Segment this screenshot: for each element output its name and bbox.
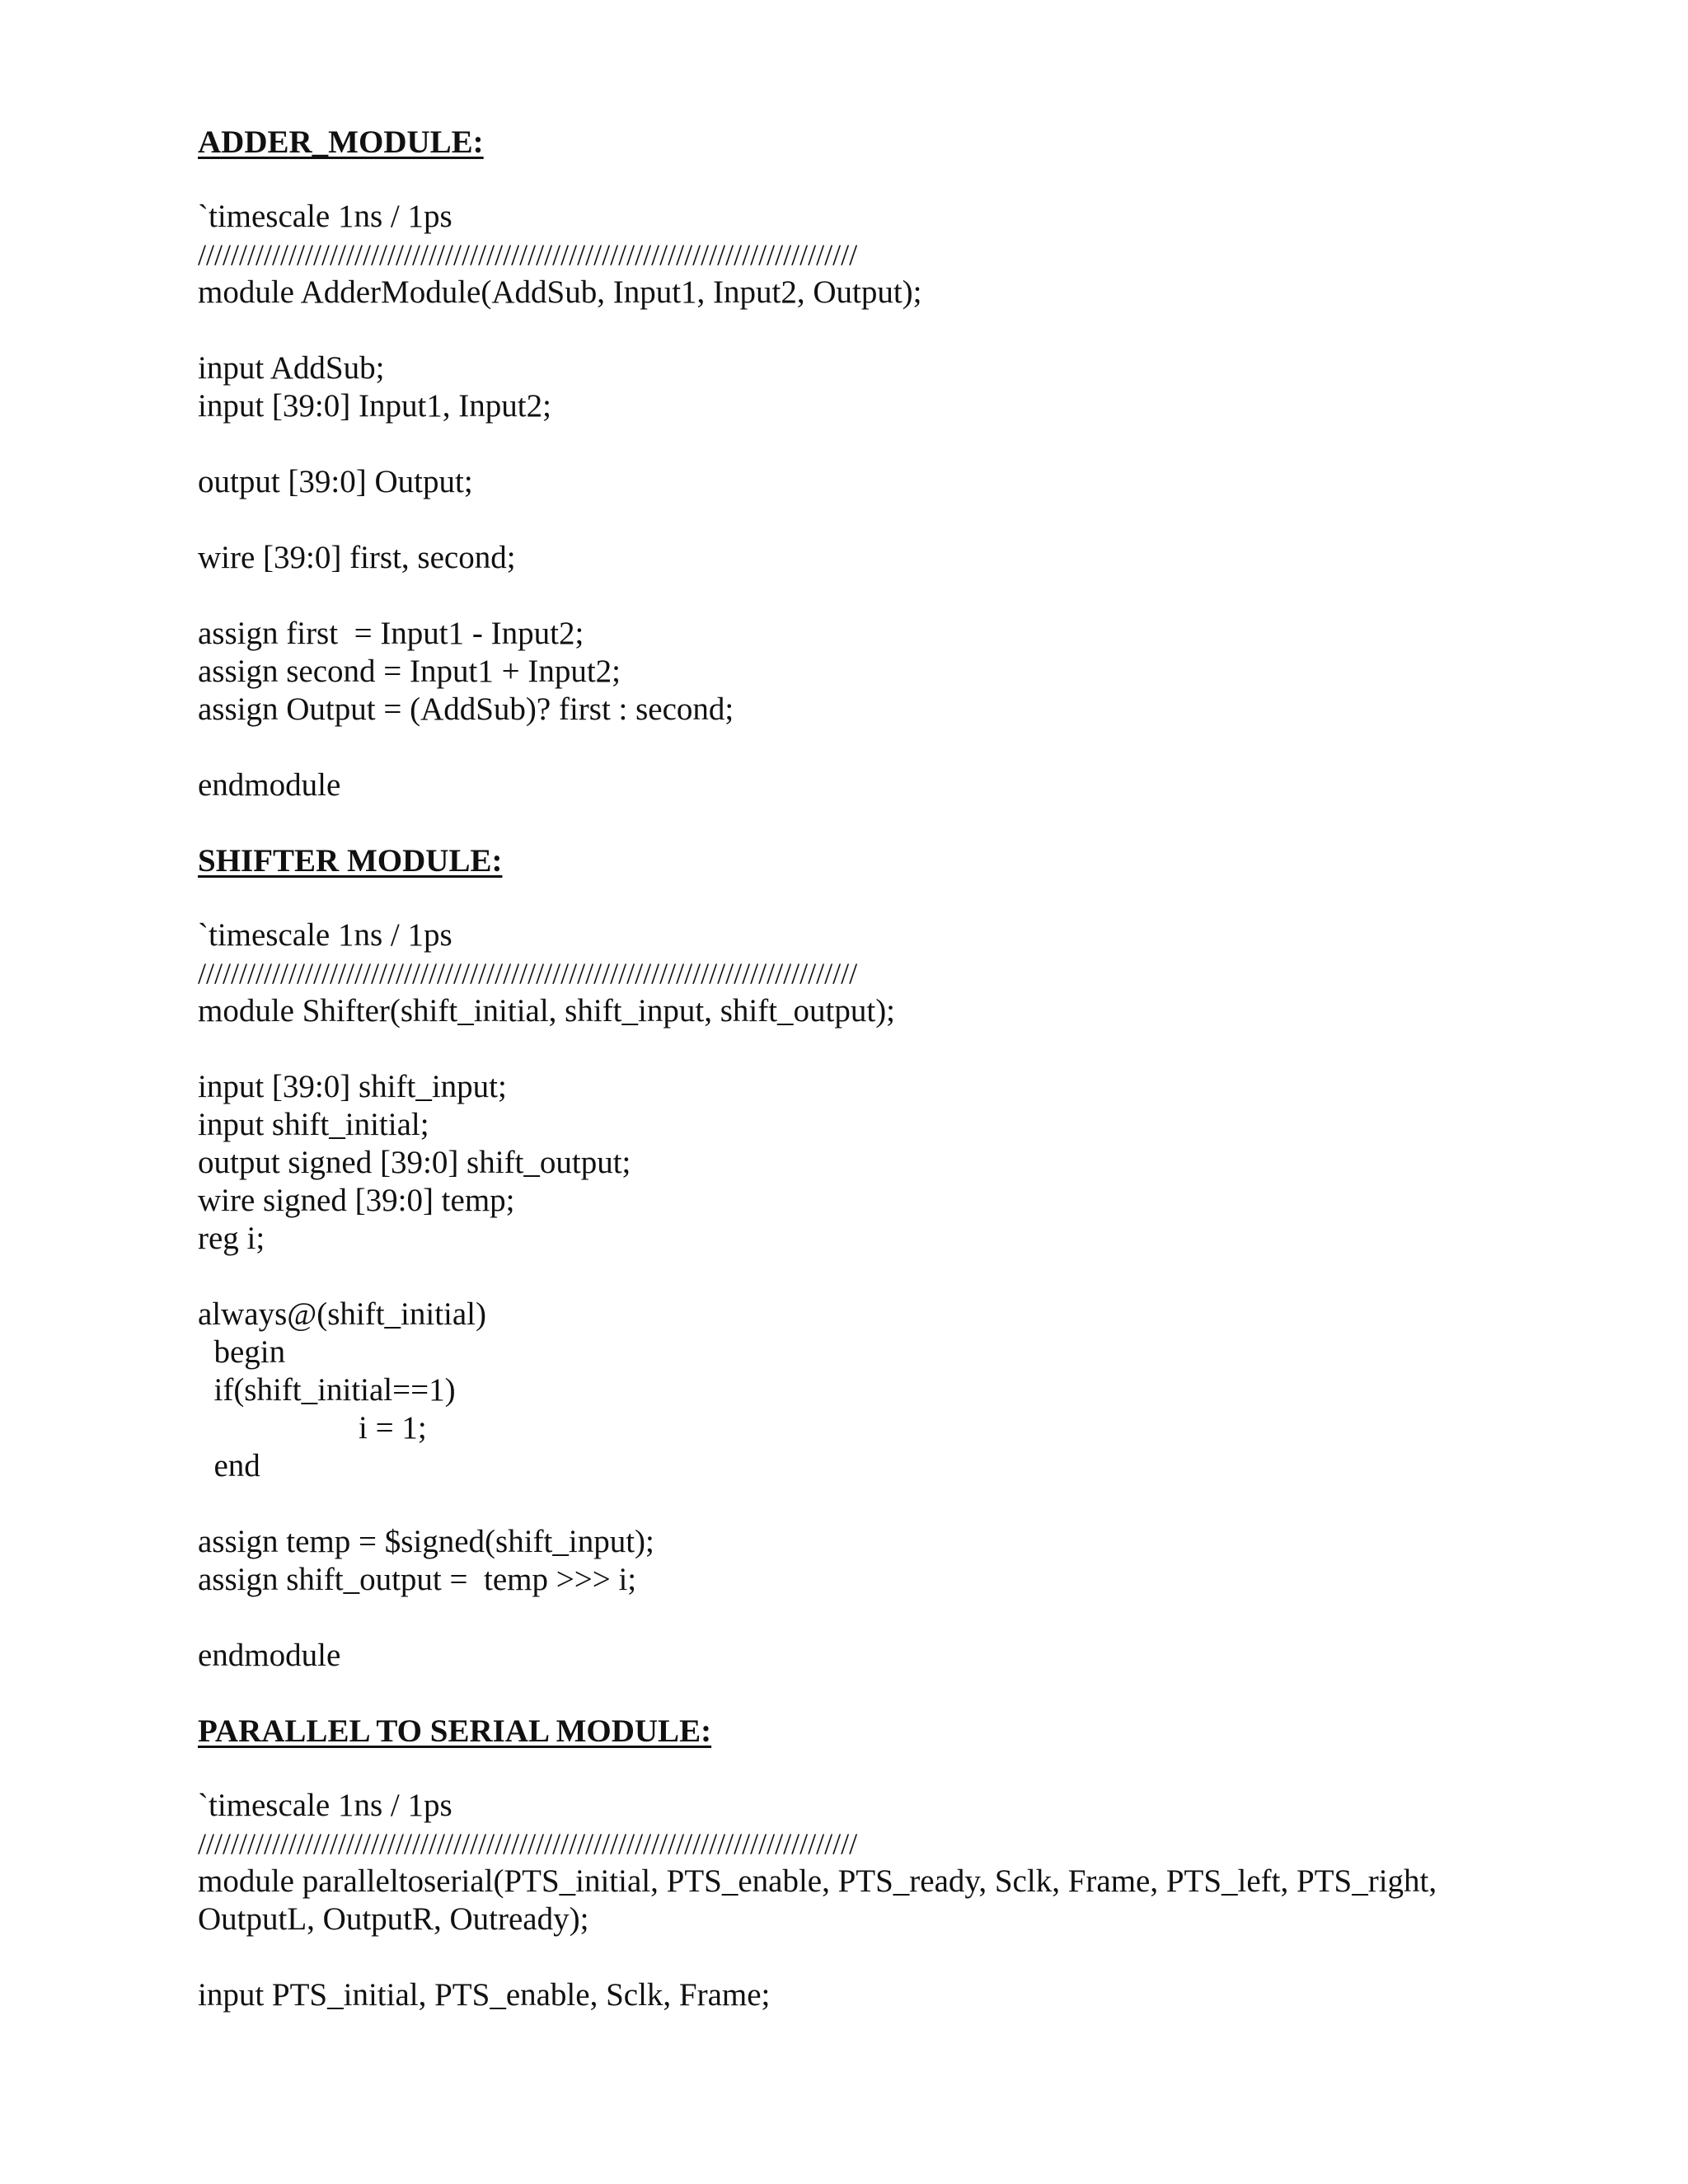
code-line: input AddSub; xyxy=(198,350,385,386)
module-declaration: module paralleltoserial(PTS_initial, PTS_enable, PTS_ready, Sclk, Frame, PTS_left, PTS_right, xyxy=(198,1863,1437,1899)
code-line: wire [39:0] first, second; xyxy=(198,540,516,575)
code-line: assign second = Input1 + Input2; xyxy=(198,654,621,689)
comment-rule: //////////////////////////////////////////////////////////////////////////////// xyxy=(198,1827,858,1860)
code-line: assign first = Input1 - Input2; xyxy=(198,616,584,651)
code-line: if(shift_initial==1) xyxy=(198,1372,456,1408)
code-line: reg i; xyxy=(198,1221,265,1256)
comment-rule: //////////////////////////////////////////////////////////////////////////////// xyxy=(198,957,858,990)
code-line: input PTS_initial, PTS_enable, Sclk, Frame; xyxy=(198,1977,771,2013)
code-line: endmodule xyxy=(198,1638,341,1673)
code-line: input [39:0] shift_input; xyxy=(198,1069,507,1104)
code-line: i = 1; xyxy=(198,1410,427,1446)
code-line: end xyxy=(198,1448,260,1483)
code-line: output [39:0] Output; xyxy=(198,464,473,499)
comment-rule: //////////////////////////////////////////////////////////////////////////////// xyxy=(198,238,858,271)
module-declaration: module Shifter(shift_initial, shift_input, shift_output); xyxy=(198,993,896,1029)
code-line: endmodule xyxy=(198,767,341,803)
section-heading-parallel-to-serial: PARALLEL TO SERIAL MODULE: xyxy=(198,1713,712,1749)
module-declaration-continued: OutputL, OutputR, Outready); xyxy=(198,1901,589,1937)
code-line: always@(shift_initial) xyxy=(198,1296,487,1332)
code-line: assign Output = (AddSub)? first : second; xyxy=(198,691,734,727)
code-line: wire signed [39:0] temp; xyxy=(198,1183,515,1218)
code-line: input shift_initial; xyxy=(198,1107,429,1142)
code-line: output signed [39:0] shift_output; xyxy=(198,1145,631,1180)
timescale-directive: `timescale 1ns / 1ps xyxy=(198,199,452,234)
code-line: input [39:0] Input1, Input2; xyxy=(198,388,551,424)
section-heading-shifter: SHIFTER MODULE: xyxy=(198,843,503,879)
module-declaration: module AdderModule(AddSub, Input1, Input2, Output); xyxy=(198,274,922,310)
section-heading-adder: ADDER_MODULE: xyxy=(198,124,484,160)
timescale-directive: `timescale 1ns / 1ps xyxy=(198,1788,452,1823)
code-line: begin xyxy=(198,1334,286,1370)
timescale-directive: `timescale 1ns / 1ps xyxy=(198,917,452,953)
code-line: assign temp = $signed(shift_input); xyxy=(198,1524,654,1559)
code-line: assign shift_output = temp >>> i; xyxy=(198,1562,637,1597)
